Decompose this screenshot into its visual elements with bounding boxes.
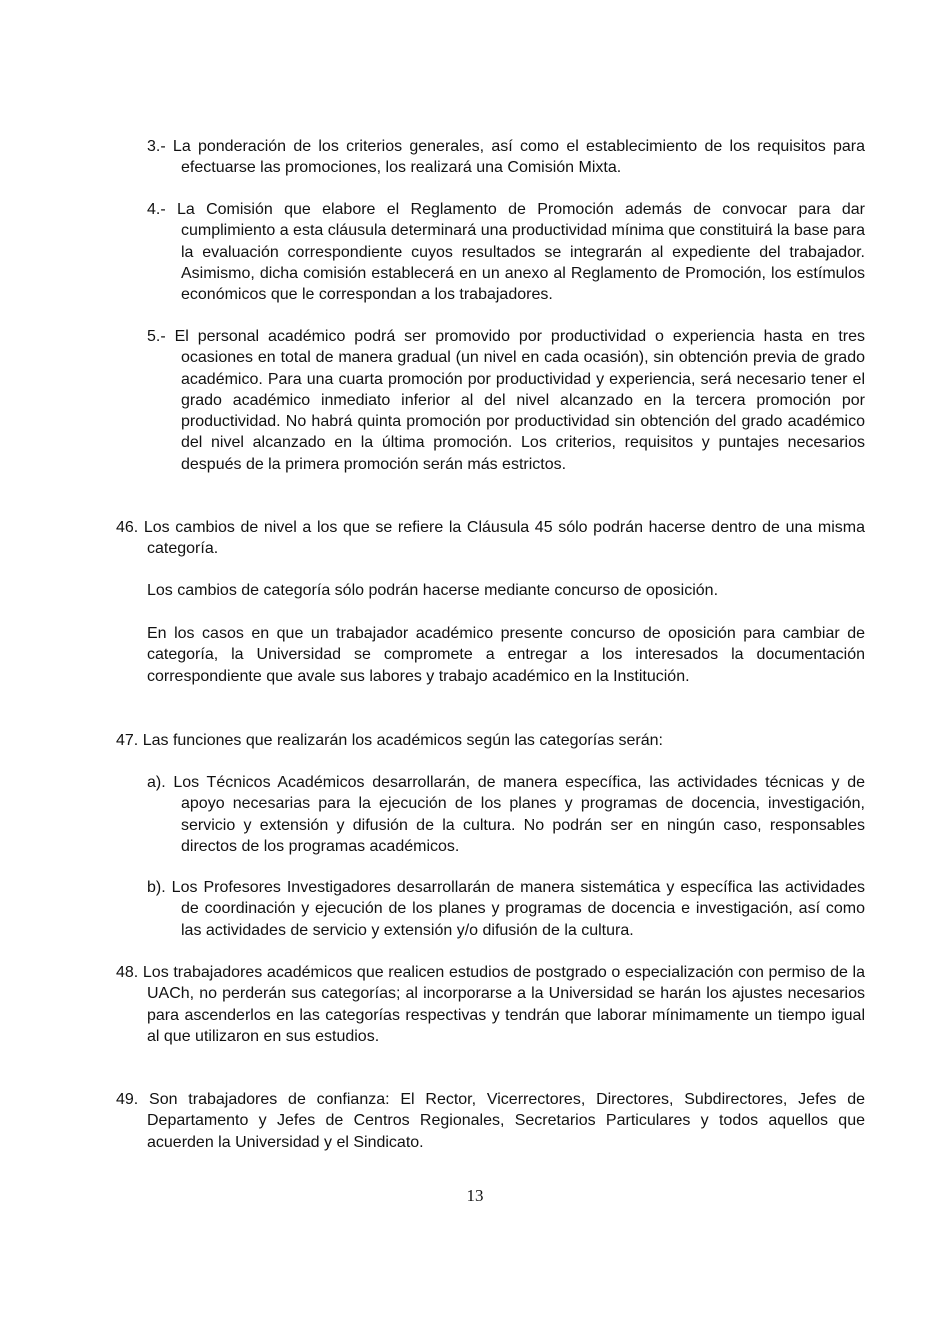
clause-number: 49. bbox=[116, 1091, 139, 1108]
clause-47 bbox=[116, 730, 865, 751]
clause-text: Las funciones que realizarán los académicos según las categorías serán: bbox=[138, 732, 663, 749]
item-text: La Comisión que elabore el Reglamento de Promoción además de convocar para dar cumplimiento a esta cláusula determinará una productividad mínima que constituirá la base para la evaluación correspondiente cuyos resultados se integrarán al expediente del trabajador. Asimismo, dicha comisión establecerá en un anexo al Reglamento de Promoción, los estímulos económicos que le correspondan a los trabajadores. bbox=[165, 201, 865, 304]
item-text: El personal académico podrá ser promovido por productividad o experiencia hasta en tres ocasiones en total de manera gradual (un nivel en cada ocasión), sin obtención previa de grado académico. Para una cuarta promoción por productividad y experiencia, será necesario tener el grado académico inmediato inferior al del nivel alcanzado en la tercera promoción por productividad. No habrá quinta promoción por productividad sin obtención del grado académico del nivel alcanzado en la última promoción. Los criterios, requisitos y puntajes necesarios después de la primera promoción serán más estrictos. bbox=[165, 328, 865, 473]
item-label: 5.- bbox=[147, 328, 166, 345]
page-number: 13 bbox=[466, 1186, 484, 1205]
clause-text: Son trabajadores de confianza: El Rector, Vicerrectores, Directores, Subdirectores, Jefes de Departamento y Jefes de Centros Regionales, Secretarios Particulares y todos aquellos que acuerden la Universidad y el Sindicato. bbox=[138, 1091, 865, 1151]
item-label: b). bbox=[147, 879, 166, 896]
item-label: 4.- bbox=[147, 201, 166, 218]
clause-text: Los trabajadores académicos que realicen estudios de postgrado o especialización con permiso de la UACh, no perderán sus categorías; al incorporarse a la Universidad se harán los ajustes necesarios para ascenderlos en las categorías respectivas y tendrán que laborar mínimamente un tiempo igual al que utilizaron en sus estudios. bbox=[138, 964, 865, 1045]
clause-number: 48. bbox=[116, 964, 139, 981]
item-label: 3.- bbox=[147, 138, 166, 155]
clause-number: 47. bbox=[116, 732, 139, 749]
clause-number: 46. bbox=[116, 519, 139, 536]
item-text: Los Profesores Investigadores desarrollarán de manera sistemática y específica las actividades de coordinación y ejecución de los planes y programas de docencia e investigación, así como las actividades de servicio y extensión y/o difusión de la cultura. bbox=[165, 879, 865, 939]
item-text: La ponderación de los criterios generales, así como el establecimiento de los requisitos para efectuarse las promociones, los realizará una Comisión Mixta. bbox=[165, 138, 865, 177]
clause-46-paragraph-2: Los cambios de categoría sólo podrán hacerse mediante concurso de oposición. bbox=[147, 582, 719, 599]
clause-48 bbox=[116, 962, 865, 1047]
item-label: a). bbox=[147, 774, 166, 791]
clause-46-paragraph-3: En los casos en que un trabajador académico presente concurso de oposición para cambiar de categoría, la Universidad se compromete a entregar a los interesados la documentación correspondiente que avale sus labores y trabajo académico en la Institución. bbox=[147, 625, 865, 685]
item-text: Los Técnicos Académicos desarrollarán, de manera específica, las actividades técnicas y de apoyo necesarias para la ejecución de los planes y programas de docencia, investigación, servicio y extensión y difusión de la cultura. No podrán ser en ningún caso, responsables directos de los programas académicos. bbox=[165, 774, 865, 855]
item-3 bbox=[147, 136, 865, 179]
item-4 bbox=[147, 199, 865, 305]
clause-46 bbox=[116, 517, 865, 560]
clause-49 bbox=[116, 1089, 865, 1153]
item-a bbox=[147, 772, 865, 857]
item-5 bbox=[147, 326, 865, 475]
item-b bbox=[147, 877, 865, 941]
clause-text: Los cambios de nivel a los que se refiere la Cláusula 45 sólo podrán hacerse dentro de una misma categoría. bbox=[138, 519, 865, 558]
